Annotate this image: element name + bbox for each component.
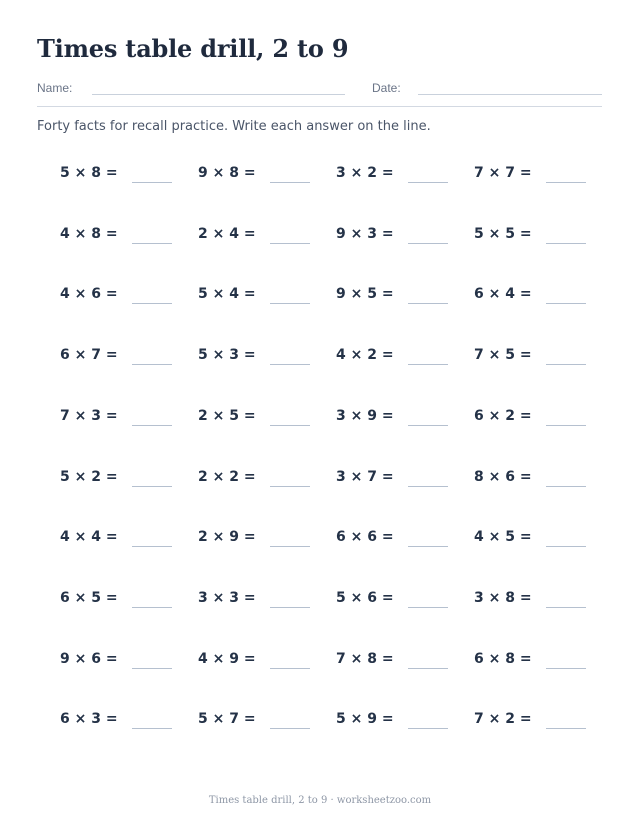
answer-line[interactable] [270, 243, 310, 244]
problem-item [37, 286, 175, 310]
date-label: Date: [372, 81, 401, 95]
problem-item [37, 529, 175, 553]
answer-line[interactable] [408, 364, 448, 365]
problem-item [313, 226, 451, 250]
answer-line[interactable] [132, 728, 172, 729]
problem-item [175, 590, 313, 614]
answer-line[interactable] [270, 668, 310, 669]
problem-expression: 9 × 5 = [336, 286, 394, 302]
problem-item [313, 408, 451, 432]
answer-line[interactable] [132, 668, 172, 669]
answer-line[interactable] [408, 668, 448, 669]
problem-item [175, 286, 313, 310]
problem-expression: 7 × 3 = [60, 408, 118, 424]
answer-line[interactable] [408, 546, 448, 547]
problem-expression: 6 × 7 = [60, 347, 118, 363]
problem-expression: 6 × 2 = [474, 408, 532, 424]
problem-item [175, 165, 313, 189]
problem-expression: 5 × 2 = [60, 469, 118, 485]
problem-item [451, 590, 589, 614]
answer-line[interactable] [408, 486, 448, 487]
problem-expression: 2 × 2 = [198, 469, 256, 485]
problem-expression: 6 × 3 = [60, 711, 118, 727]
problem-expression: 2 × 9 = [198, 529, 256, 545]
answer-line[interactable] [270, 486, 310, 487]
problem-expression: 5 × 3 = [198, 347, 256, 363]
problem-item [451, 711, 589, 735]
problem-expression: 5 × 9 = [336, 711, 394, 727]
problem-item [313, 286, 451, 310]
problem-expression: 9 × 8 = [198, 165, 256, 181]
problem-item [37, 469, 175, 493]
name-label: Name: [37, 81, 73, 95]
problem-expression: 5 × 8 = [60, 165, 118, 181]
problem-expression: 3 × 2 = [336, 165, 394, 181]
problem-item [37, 408, 175, 432]
problem-expression: 6 × 6 = [336, 529, 394, 545]
problem-expression: 7 × 2 = [474, 711, 532, 727]
problem-expression: 3 × 8 = [474, 590, 532, 606]
problem-item [313, 590, 451, 614]
problem-item [175, 529, 313, 553]
problem-expression: 4 × 2 = [336, 347, 394, 363]
answer-line[interactable] [408, 243, 448, 244]
problem-expression: 3 × 9 = [336, 408, 394, 424]
problem-expression: 4 × 9 = [198, 651, 256, 667]
problem-item [451, 529, 589, 553]
problem-expression: 2 × 5 = [198, 408, 256, 424]
problem-expression: 4 × 8 = [60, 226, 118, 242]
problem-item [175, 347, 313, 371]
answer-line[interactable] [408, 607, 448, 608]
answer-line[interactable] [408, 425, 448, 426]
problem-expression: 5 × 7 = [198, 711, 256, 727]
answer-line[interactable] [546, 182, 586, 183]
problem-expression: 4 × 4 = [60, 529, 118, 545]
problem-item [313, 651, 451, 675]
answer-line[interactable] [270, 728, 310, 729]
answer-line[interactable] [270, 607, 310, 608]
answer-line[interactable] [546, 668, 586, 669]
problem-item [451, 408, 589, 432]
problem-item [451, 651, 589, 675]
problem-item [175, 408, 313, 432]
answer-line[interactable] [546, 607, 586, 608]
problem-item [451, 286, 589, 310]
answer-line[interactable] [132, 425, 172, 426]
problem-item [175, 711, 313, 735]
answer-line[interactable] [546, 728, 586, 729]
answer-line[interactable] [408, 303, 448, 304]
problem-item [313, 711, 451, 735]
footer: Times table drill, 2 to 9 · worksheetzoo.com [208, 795, 432, 806]
problem-item [451, 165, 589, 189]
problem-item [37, 165, 175, 189]
answer-line[interactable] [546, 486, 586, 487]
answer-line[interactable] [132, 486, 172, 487]
problem-item [313, 469, 451, 493]
answer-line[interactable] [546, 243, 586, 244]
problem-expression: 3 × 7 = [336, 469, 394, 485]
problem-item [313, 529, 451, 553]
problem-expression: 3 × 3 = [198, 590, 256, 606]
problem-item [175, 651, 313, 675]
problem-item [451, 469, 589, 493]
answer-line[interactable] [132, 607, 172, 608]
problem-expression: 9 × 6 = [60, 651, 118, 667]
problem-expression: 7 × 8 = [336, 651, 394, 667]
answer-line[interactable] [270, 182, 310, 183]
problem-item [175, 469, 313, 493]
answer-line[interactable] [546, 546, 586, 547]
problem-item [37, 226, 175, 250]
answer-line[interactable] [270, 303, 310, 304]
problem-item [451, 347, 589, 371]
problem-expression: 5 × 4 = [198, 286, 256, 302]
problem-item [175, 226, 313, 250]
answer-line[interactable] [132, 243, 172, 244]
problem-item [313, 347, 451, 371]
problem-expression: 7 × 7 = [474, 165, 532, 181]
answer-line[interactable] [270, 364, 310, 365]
problem-expression: 6 × 8 = [474, 651, 532, 667]
answer-line[interactable] [270, 546, 310, 547]
answer-line[interactable] [132, 182, 172, 183]
answer-line[interactable] [546, 303, 586, 304]
problem-expression: 2 × 4 = [198, 226, 256, 242]
answer-line[interactable] [132, 364, 172, 365]
problem-expression: 4 × 5 = [474, 529, 532, 545]
answer-line[interactable] [546, 425, 586, 426]
problem-item [313, 165, 451, 189]
problem-expression: 9 × 3 = [336, 226, 394, 242]
problem-item [37, 590, 175, 614]
problem-item [451, 226, 589, 250]
answer-line[interactable] [408, 182, 448, 183]
problem-item [37, 347, 175, 371]
instructions: Forty facts for recall practice. Write each answer on the line. [37, 119, 431, 134]
problem-expression: 4 × 6 = [60, 286, 118, 302]
answer-line[interactable] [132, 546, 172, 547]
problem-item [37, 711, 175, 735]
problem-item [37, 651, 175, 675]
answer-line[interactable] [546, 364, 586, 365]
problem-expression: 7 × 5 = [474, 347, 532, 363]
answer-line[interactable] [270, 425, 310, 426]
answer-line[interactable] [408, 728, 448, 729]
problem-expression: 5 × 6 = [336, 590, 394, 606]
problem-expression: 8 × 6 = [474, 469, 532, 485]
problem-expression: 6 × 4 = [474, 286, 532, 302]
problem-expression: 6 × 5 = [60, 590, 118, 606]
answer-line[interactable] [132, 303, 172, 304]
worksheet-title: Times table drill, 2 to 9 [37, 34, 349, 63]
problem-expression: 5 × 5 = [474, 226, 532, 242]
